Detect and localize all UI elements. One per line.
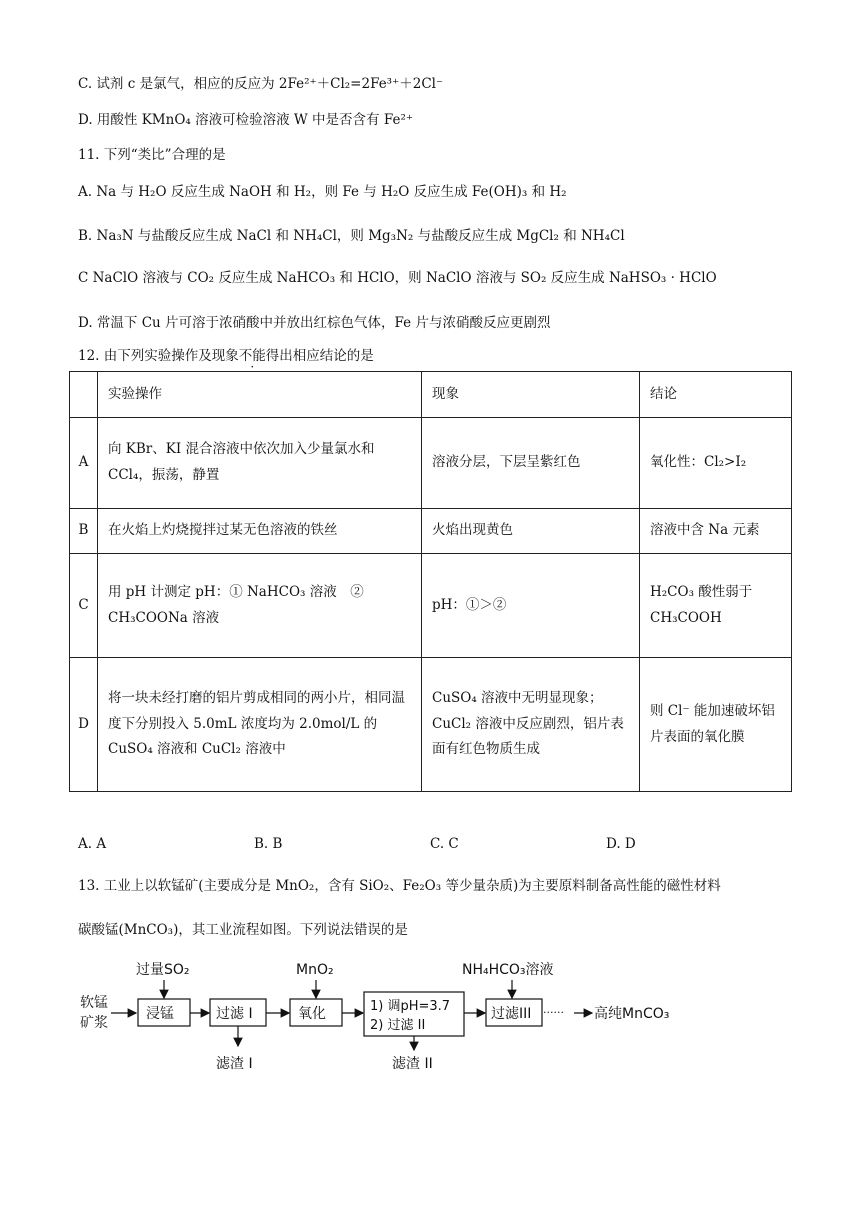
flow-step-filter-1: 过滤 I [216,1006,253,1022]
row-conclusion: 溶液中含 Na 元素 [640,509,792,554]
process-flow-diagram [78,958,718,1078]
flow-start-label-1: 软锰 [80,995,108,1011]
row-conclusion: H₂CO₃ 酸性弱于 CH₃COOH [640,554,792,658]
row-id: C [70,554,98,658]
row-phenomenon: 火焰出现黄色 [422,509,640,554]
q12-option-d: D. D [606,836,636,852]
q11-option-d: D. 常温下 Cu 片可溶于浓硝酸中并放出红棕色气体，Fe 片与浓硝酸反应更剧烈 [78,315,551,331]
table-row [70,418,792,509]
table-header-cell: 结论 [640,372,792,418]
flow-input-so2: 过量SO₂ [136,962,190,978]
q12-stem [78,344,374,364]
q12-option-c: C. C [430,836,459,852]
table-header-cell: 现象 [422,372,640,418]
row-conclusion: 则 Cl⁻ 能加速破坏铝片表面的氧化膜 [640,658,792,792]
q12-option-a: A. A [78,836,107,852]
flow-residue-1: 滤渣 I [216,1056,253,1072]
q12-stem-before: 12. 由下列实验操作及现象 [78,348,239,364]
q13-stem-line1: 13. 工业上以软锰矿(主要成分是 MnO₂，含有 SiO₂、Fe₂O₃ 等少量杂质)为主要原料制备高性能的磁性材料 [78,878,721,894]
flow-input-mno2: MnO₂ [296,962,334,978]
row-operation: 在火焰上灼烧搅拌过某无色溶液的铁丝 [98,509,422,554]
flow-input-nh4hco3: NH₄HCO₃溶液 [462,962,554,978]
row-phenomenon: CuSO₄ 溶液中无明显现象；CuCl₂ 溶液中反应剧烈，铝片表面有红色物质生成 [422,658,640,792]
q12-stem-emphasis: 不能 [238,348,266,364]
row-operation: 向 KBr、KI 混合溶液中依次加入少量氯水和 CCl₄，振荡，静置 [98,418,422,509]
row-phenomenon: 溶液分层，下层呈紫红色 [422,418,640,509]
flow-ellipsis: ······ [543,1006,564,1019]
table-header-cell: 实验操作 [98,372,422,418]
flow-residue-2: 滤渣 II [392,1056,433,1072]
q10-option-c: C. 试剂 c 是氯气，相应的反应为 2Fe²⁺＋Cl₂=2Fe³⁺＋2Cl⁻ [78,76,444,92]
q11-stem: 11. 下列“类比”合理的是 [78,147,226,163]
row-id: D [70,658,98,792]
flow-step-adjust-ph: 1) 调pH=3.7 [370,999,451,1014]
row-phenomenon: pH：①＞② [422,554,640,658]
q13-stem-line2: 碳酸锰(MnCO₃)，其工业流程如图。下列说法错误的是 [78,922,408,938]
flow-start-label-2: 矿浆 [80,1015,108,1031]
table-row [70,658,792,792]
q11-option-b: B. Na₃N 与盐酸反应生成 NaCl 和 NH₄Cl，则 Mg₃N₂ 与盐酸反应生成 MgCl₂ 和 NH₄Cl [78,228,625,244]
row-operation: 将一块未经打磨的铝片剪成相同的两小片，相同温度下分别投入 5.0mL 浓度均为 2.0mol/L 的 CuSO₄ 溶液和 CuCl₂ 溶液中 [98,658,422,792]
flow-step-oxidation: 氧化 [298,1006,326,1022]
flow-step-leaching: 浸锰 [146,1006,174,1022]
row-operation: 用 pH 计测定 pH：① NaHCO₃ 溶液 ② CH₃COONa 溶液 [98,554,422,658]
q12-option-b: B. B [254,836,283,852]
table-row [70,509,792,554]
flow-step-filter-2: 2) 过滤 II [370,1018,426,1033]
row-id: B [70,509,98,554]
q10-option-d: D. 用酸性 KMnO₄ 溶液可检验溶液 W 中是否含有 Fe²⁺ [78,112,413,128]
row-conclusion: 氧化性：Cl₂>I₂ [640,418,792,509]
table-header-row [70,372,792,418]
row-id: A [70,418,98,509]
experiment-table [69,371,792,792]
q11-option-a: A. Na 与 H₂O 反应生成 NaOH 和 H₂，则 Fe 与 H₂O 反应生成 Fe(OH)₃ 和 H₂ [78,184,567,200]
q11-option-c: C NaClO 溶液与 CO₂ 反应生成 NaHCO₃ 和 HClO，则 NaClO 溶液与 SO₂ 反应生成 NaHSO₃ · HClO [78,270,717,286]
table-row [70,554,792,658]
q12-stem-after: 得出相应结论的是 [265,348,374,364]
table-header-cell [70,372,98,418]
flow-step-filter-3: 过滤III [491,1006,532,1022]
flow-product: 高纯MnCO₃ [594,1006,670,1022]
